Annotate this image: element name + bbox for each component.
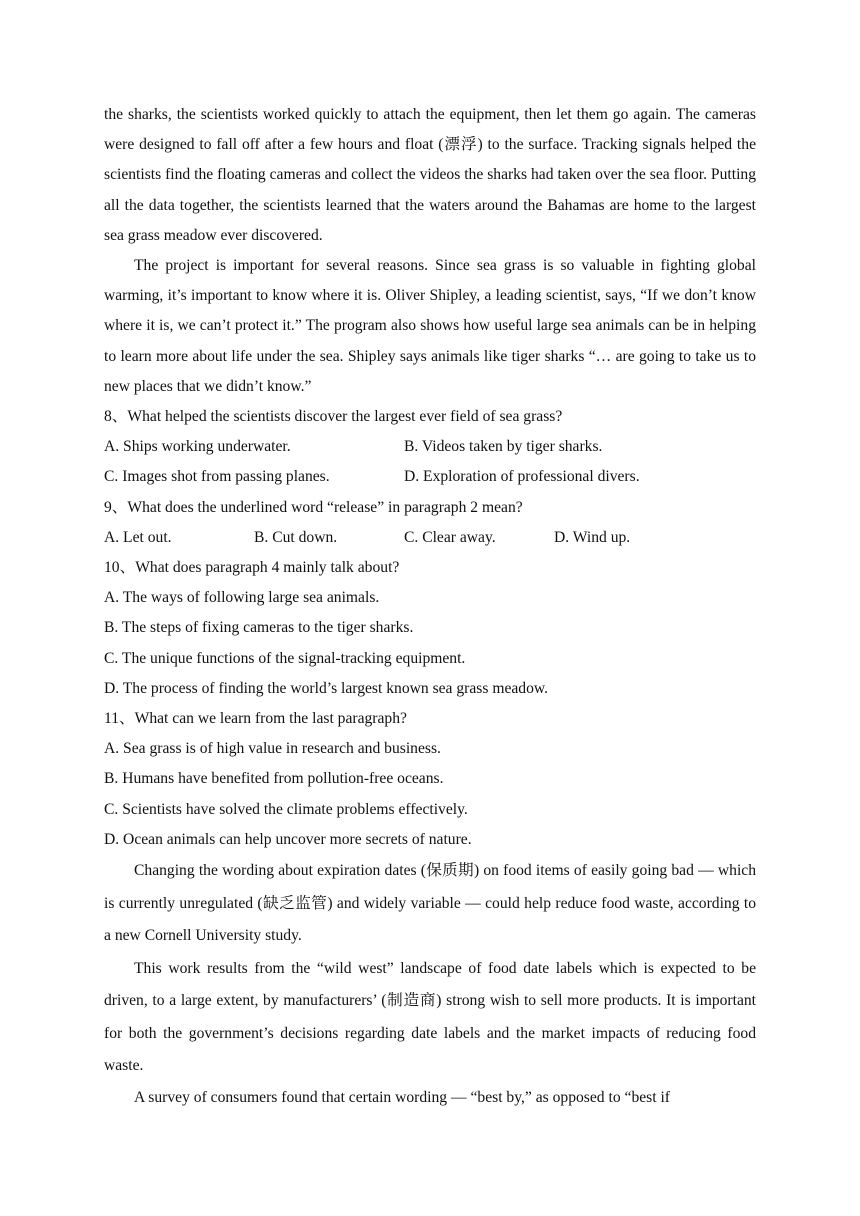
question-10-option-a: A. The ways of following large sea animals.	[104, 589, 380, 607]
question-8-option-b: B. Videos taken by tiger sharks.	[404, 438, 603, 456]
question-10-option-b: B. The steps of fixing cameras to the tiger sharks.	[104, 619, 414, 637]
question-11-option-c: C. Scientists have solved the climate problems effectively.	[104, 800, 468, 818]
question-9-option-a: A. Let out.	[104, 528, 172, 546]
question-8-option-c: C. Images shot from passing planes.	[104, 468, 330, 486]
question-9-stem: 9、What does the underlined word “release” in paragraph 2 mean?	[104, 498, 523, 516]
question-10-stem: 10、What does paragraph 4 mainly talk about?	[104, 559, 400, 577]
passage1-paragraph-3: the sharks, the scientists worked quickly to attach the equipment, then let them go again. The cameras were designed to fall off after a few hours and float (漂浮) to the surface. Tracking signals helped the scientists find the floating cameras and collect the videos the sharks had taken over the sea floor. Putting all the data together, the scientists learned that the waters around the Bahamas are home to the largest sea grass meadow ever discovered.	[104, 106, 756, 244]
question-8-option-d: D. Exploration of professional divers.	[404, 468, 640, 486]
passage2-paragraph-3: A survey of consumers found that certain wording — “best by,” as opposed to “best if	[134, 1088, 670, 1106]
question-9-options-row	[104, 523, 756, 553]
passage2-paragraph-2: This work results from the “wild west” landscape of food date labels which is expected to be driven, to a large extent, by manufacturers’ (制造商) strong wish to sell more products. It is important for both the government’s decisions regarding date labels and the market impacts of reducing food waste.	[104, 959, 756, 1075]
question-11-option-a: A. Sea grass is of high value in research and business.	[104, 740, 441, 758]
question-9-option-b: B. Cut down.	[254, 528, 338, 546]
question-11-stem: 11、What can we learn from the last paragraph?	[104, 710, 407, 728]
document-page	[104, 100, 756, 1113]
question-8-options-row-1	[104, 432, 756, 462]
question-11-option-b: B. Humans have benefited from pollution-free oceans.	[104, 770, 444, 788]
question-8-option-a: A. Ships working underwater.	[104, 438, 291, 456]
question-9-option-d: D. Wind up.	[554, 528, 631, 546]
passage1-paragraph-4: The project is important for several reasons. Since sea grass is so valuable in fighting global warming, it’s important to know where it is. Oliver Shipley, a leading scientist, says, “If we don’t know where it is, we can’t protect it.” The program also shows how useful large sea animals can be in helping to learn more about life under the sea. Shipley says animals like tiger sharks “… are going to take us to new places that we didn’t know.”	[104, 257, 756, 395]
question-11-option-d: D. Ocean animals can help uncover more secrets of nature.	[104, 830, 472, 848]
question-8-stem: 8、What helped the scientists discover the largest ever field of sea grass?	[104, 408, 563, 426]
question-10-option-c: C. The unique functions of the signal-tracking equipment.	[104, 649, 466, 667]
question-9-option-c: C. Clear away.	[404, 528, 496, 546]
question-8-options-row-2	[104, 462, 756, 492]
passage2-paragraph-1: Changing the wording about expiration dates (保质期) on food items of easily going bad — which is currently unregulated (缺乏监管) and widely variable — could help reduce food waste, according to a new Cornell University study.	[104, 862, 756, 945]
question-10-option-d: D. The process of finding the world’s largest known sea grass meadow.	[104, 679, 549, 697]
